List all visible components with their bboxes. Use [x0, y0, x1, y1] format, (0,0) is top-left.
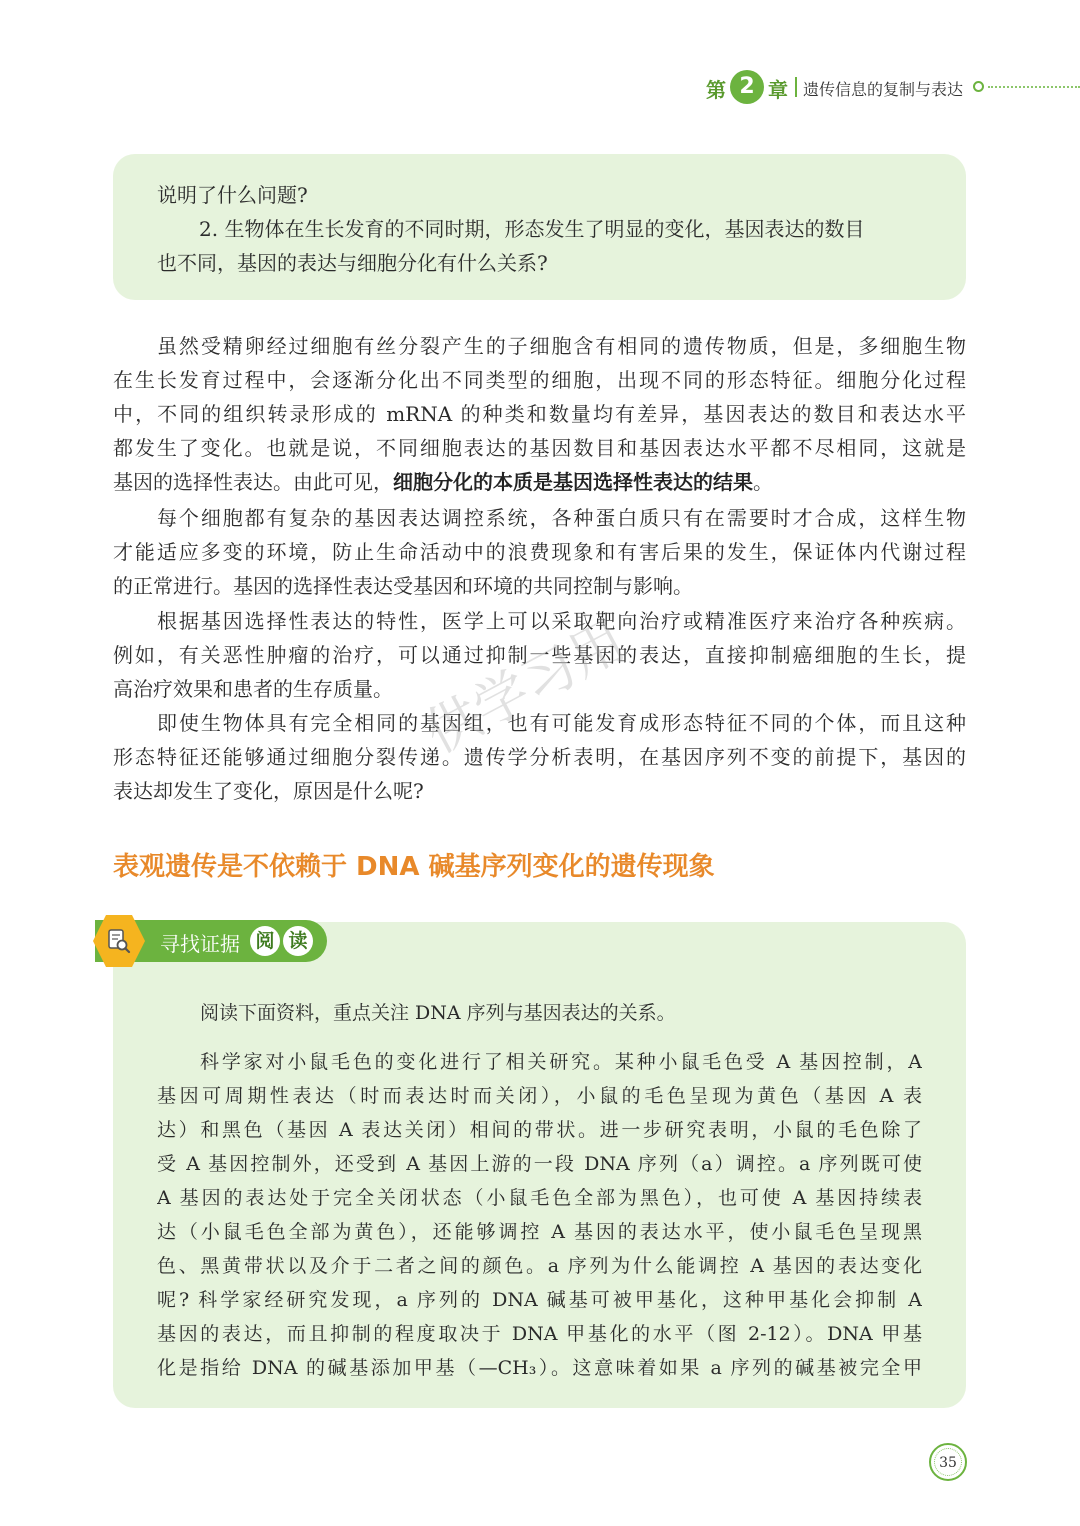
question-line: 也不同，基因的表达与细胞分化有什么关系? [157, 251, 548, 275]
header-dotted-line [988, 86, 1080, 88]
reading-tab-label: 寻找证据 [160, 932, 240, 956]
reading-tab-char: 读 [283, 926, 313, 956]
body-text-segment: 基因的选择性表达。由此可见， [113, 470, 393, 494]
reading-line: 化是指给 DNA 的碱基添加甲基（—CH₃）。这意味着如果 a 序列的碱基被完全甲 [157, 1357, 922, 1379]
body-text-line: 的正常进行。基因的选择性表达受基因和环境的共同控制与影响。 [113, 574, 693, 598]
reading-line: 受 A 基因控制外，还受到 A 基因上游的一段 DNA 序列（a）调控。a 序列既可使 [157, 1153, 922, 1175]
chapter-title: 遗传信息的复制与表达 [803, 80, 964, 99]
header-dot-icon [973, 81, 984, 92]
watermark: 供学习用 [415, 608, 636, 766]
magnifier-document-icon [107, 928, 131, 954]
page-number: 35 [934, 1448, 962, 1476]
body-text-line: 根据基因选择性表达的特性，医学上可以采取靶向治疗或精准医疗来治疗各种疾病。 [157, 609, 966, 633]
body-text-line: 表达却发生了变化，原因是什么呢? [113, 779, 424, 803]
body-text-line: 都发生了变化。也就是说，不同细胞表达的基因数目和基因表达水平都不尽相同，这就是 [113, 436, 966, 460]
body-text-line: 每个细胞都有复杂的基因表达调控系统，各种蛋白质只有在需要时才合成，这样生物 [157, 506, 966, 530]
chapter-number-badge: 2 [730, 70, 764, 104]
chapter-suffix: 章 [768, 78, 788, 102]
question-line: 2. 生物体在生长发育的不同时期，形态发生了明显的变化，基因表达的数目 [199, 217, 865, 241]
body-text-line: 例如，有关恶性肿瘤的治疗，可以通过抑制一些基因的表达，直接抑制癌细胞的生长，提 [113, 643, 966, 667]
question-box [113, 154, 966, 300]
page-number-badge [929, 1443, 967, 1481]
reading-tab-char: 阅 [250, 926, 280, 956]
body-text-line: 即使生物体具有完全相同的基因组，也有可能发育成形态特征不同的个体，而且这种 [157, 711, 966, 735]
body-text-line: 在生长发育过程中，会逐渐分化出不同类型的细胞，出现不同的形态特征。细胞分化过程 [113, 368, 966, 392]
key-conclusion: 细胞分化的本质是基因选择性表达的结果 [393, 470, 753, 494]
chapter-header [700, 70, 1080, 106]
question-line: 说明了什么问题? [157, 183, 308, 207]
reading-intro: 阅读下面资料，重点关注 DNA 序列与基因表达的关系。 [200, 1002, 676, 1024]
reading-line: 达（小鼠毛色全部为黄色），还能够调控 A 基因的表达水平，使小鼠毛色呈现黑 [157, 1221, 922, 1243]
body-text-line: 高治疗效果和患者的生存质量。 [113, 677, 393, 701]
reading-line: 基因可周期性表达（时而表达时而关闭），小鼠的毛色呈现为黄色（基因 A 表 [157, 1085, 922, 1107]
chapter-prefix: 第 [706, 78, 726, 102]
body-text-line: 虽然受精卵经过细胞有丝分裂产生的子细胞含有相同的遗传物质，但是，多细胞生物 [157, 334, 966, 358]
reading-line: 呢? 科学家经研究发现，a 序列的 DNA 碱基可被甲基化，这种甲基化会抑制 A [157, 1289, 922, 1311]
reading-line: 色、黑黄带状以及介于二者之间的颜色。a 序列为什么能调控 A 基因的表达变化 [157, 1255, 922, 1277]
body-text-line [113, 465, 966, 499]
body-text-segment: 。 [753, 470, 773, 494]
body-text-line: 才能适应多变的环境，防止生命活动中的浪费现象和有害后果的发生，保证体内代谢过程 [113, 540, 966, 564]
body-text-line: 中，不同的组织转录形成的 mRNA 的种类和数量均有差异，基因表达的数目和表达水平 [113, 402, 966, 426]
reading-line: 基因的表达，而且抑制的程度取决于 DNA 甲基化的水平（图 2-12）。DNA 甲基 [157, 1323, 922, 1345]
header-divider [795, 77, 797, 97]
reading-line: A 基因的表达处于完全关闭状态（小鼠毛色全部为黑色），也可使 A 基因持续表 [157, 1187, 922, 1209]
reading-line: 达）和黑色（基因 A 表达关闭）相间的带状。进一步研究表明，小鼠的毛色除了 [157, 1119, 922, 1141]
section-heading: 表观遗传是不依赖于 DNA 碱基序列变化的遗传现象 [113, 852, 715, 882]
body-text-line: 形态特征还能够通过细胞分裂传递。遗传学分析表明，在基因序列不变的前提下，基因的 [113, 745, 966, 769]
reading-line: 科学家对小鼠毛色的变化进行了相关研究。某种小鼠毛色受 A 基因控制，A [200, 1051, 922, 1073]
